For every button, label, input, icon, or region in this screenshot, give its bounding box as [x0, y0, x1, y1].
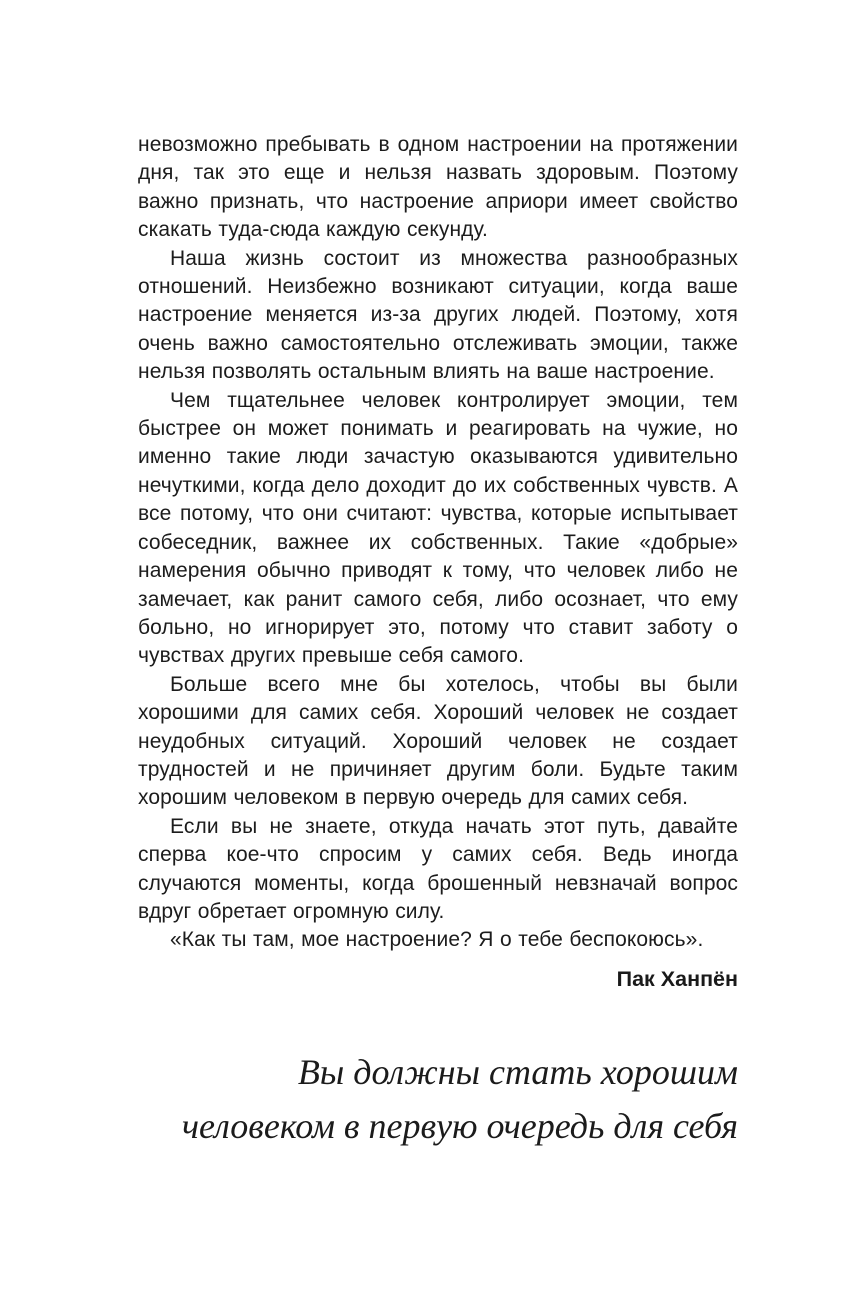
paragraph: Наша жизнь состоит из множества разнообразных отношений. Неизбежно возникают ситуации, когда ваше настроение меняется из-за других людей. Поэтому, хотя очень важно самостоятельно отслеживать эмоции, также нельзя позволять остальным влиять на ваше настроение. — [138, 246, 738, 384]
body-text — [138, 131, 738, 955]
epigraph-quote — [138, 1045, 738, 1153]
paragraph: Если вы не знаете, откуда начать этот путь, давайте сперва кое-что спросим у самих себя. Ведь иногда случаются моменты, когда брошенный невзначай вопрос вдруг обретает огромную силу. — [138, 814, 738, 923]
paragraph: невозможно пребывать в одном настроении на протяжении дня, так это еще и нельзя назвать здоровым. Поэтому важно признать, что настроение априори имеет свойство скакать туда-сюда каждую секунду. — [138, 133, 738, 242]
paragraph: Чем тщательнее человек контролирует эмоции, тем быстрее он может понимать и реагировать на чужие, но именно такие люди зачастую оказываются удивительно нечуткими, когда дело доходит до их собственных чувств. А все потому, что они считают: чувства, которые испытывает собеседник, важнее их собственных. Такие «добрые» намерения обычно приводят к тому, что человек либо не замечает, как ранит самого себя, либо осознает, что ему больно, но игнорирует это, потому что ставит заботу о чувствах других превыше себя самого. — [138, 388, 738, 668]
epigraph-line: Вы должны стать хорошим — [297, 1052, 738, 1093]
paragraph: «Как ты там, мое настроение? Я о тебе беспокоюсь». — [170, 928, 704, 952]
author-attribution: Пак Ханпён — [616, 966, 738, 991]
paragraph: Больше всего мне бы хотелось, чтобы вы были хорошими для самих себя. Хороший человек не создает неудобных ситуаций. Хороший человек не создает трудностей и не причиняет другим боли. Будьте таким хорошим человеком в первую очередь для самих себя. — [138, 672, 738, 810]
page-content — [138, 131, 738, 1153]
epigraph-line: человеком в первую очередь для себя — [181, 1106, 738, 1147]
